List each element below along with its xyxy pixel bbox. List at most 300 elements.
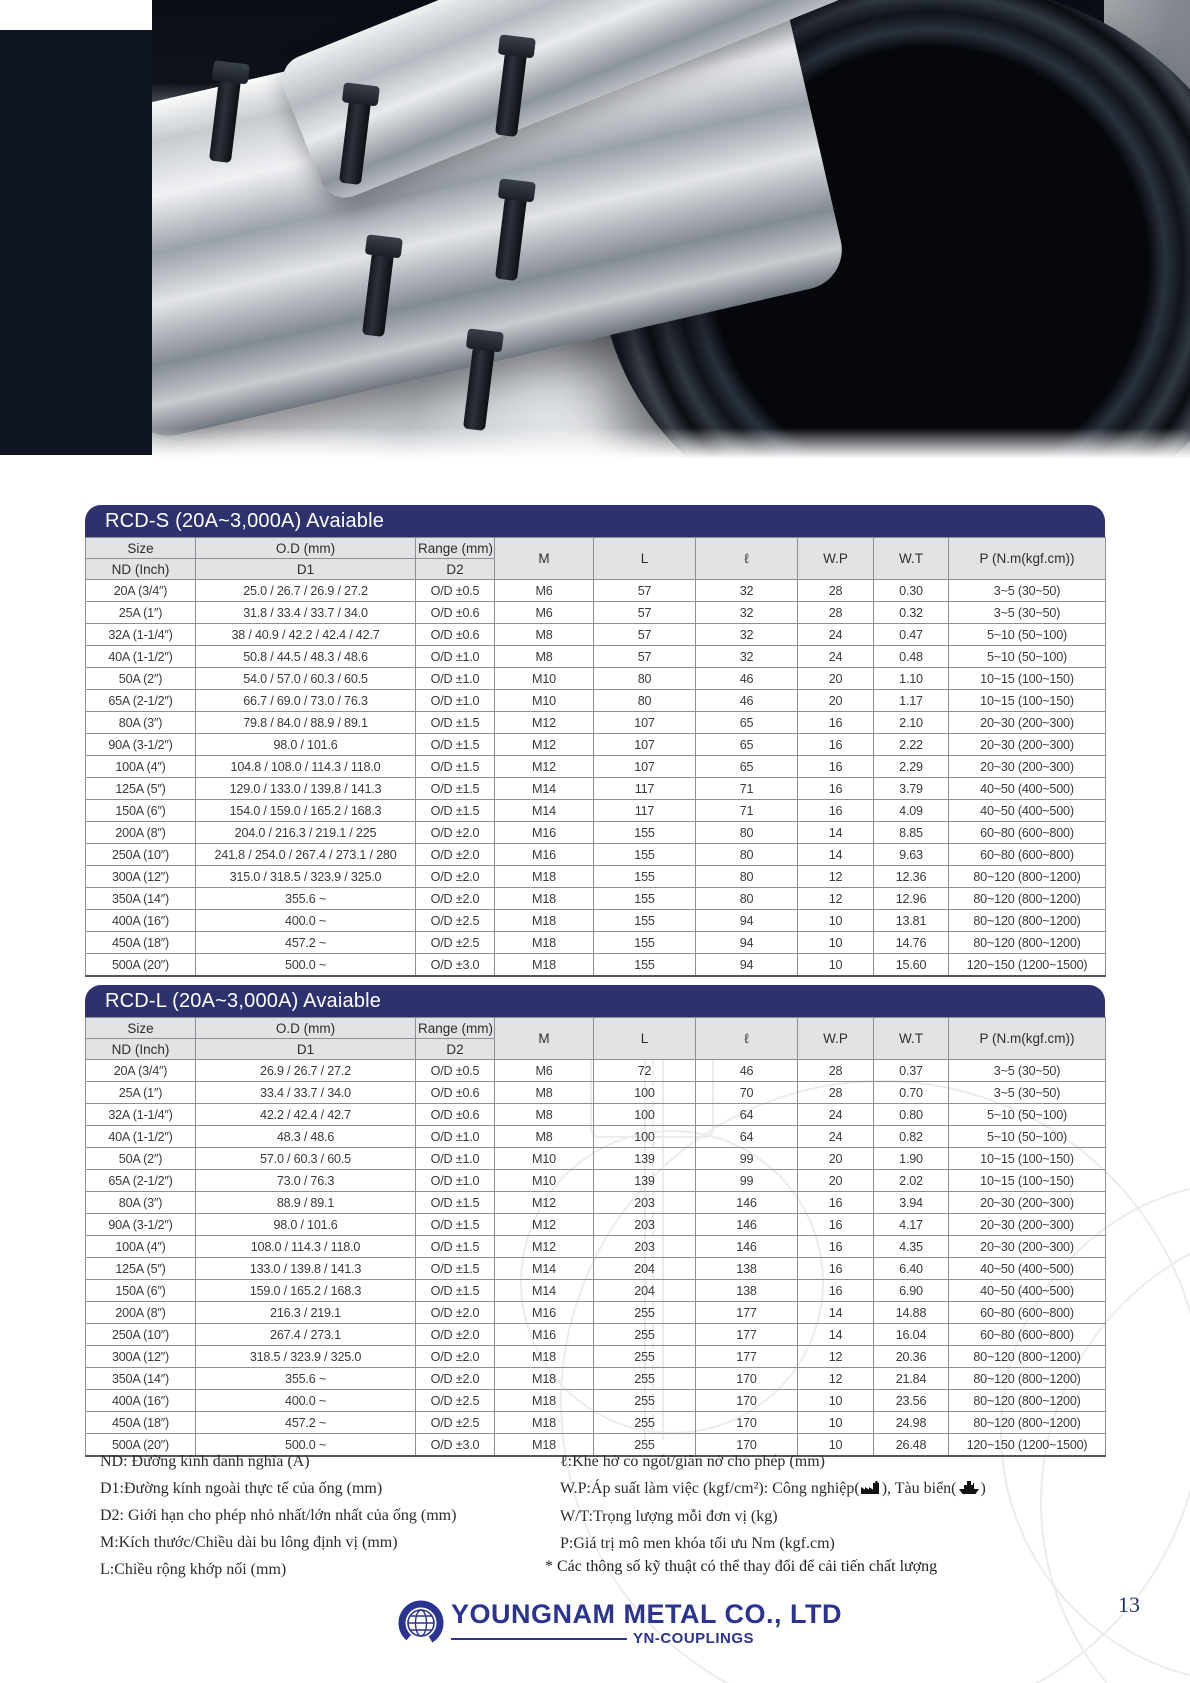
table-row <box>86 734 1106 756</box>
col-d1: D1 <box>196 559 416 580</box>
table-cell: 80~120 (800~1200) <box>949 866 1106 888</box>
table-cell: M16 <box>495 1324 594 1346</box>
col-l: L <box>594 538 696 580</box>
table-cell: O/D ±1.0 <box>416 646 495 668</box>
table-cell: 100 <box>594 1082 696 1104</box>
table-cell: 129.0 / 133.0 / 139.8 / 141.3 <box>196 778 416 800</box>
table-cell: 16 <box>798 712 874 734</box>
table-cell: 250A (10″) <box>86 1324 196 1346</box>
table-cell: 40A (1-1/2″) <box>86 1126 196 1148</box>
table-cell: 350A (14″) <box>86 888 196 910</box>
table-cell: 80A (3″) <box>86 1192 196 1214</box>
table-row <box>86 690 1106 712</box>
table-cell: 20A (3/4″) <box>86 1060 196 1082</box>
table-cell: 177 <box>696 1302 798 1324</box>
table-cell: 155 <box>594 866 696 888</box>
table-cell: 28 <box>798 1060 874 1082</box>
table-cell: 170 <box>696 1412 798 1434</box>
company-name: YOUNGNAM METAL CO., LTD <box>451 1599 842 1629</box>
company-logo <box>398 1600 842 1647</box>
table-cell: 20~30 (200~300) <box>949 1236 1106 1258</box>
table-cell: 138 <box>696 1258 798 1280</box>
table-cell: 100A (4″) <box>86 1236 196 1258</box>
table-cell: 57.0 / 60.3 / 60.5 <box>196 1148 416 1170</box>
table-row <box>86 1148 1106 1170</box>
table-cell: 80A (3″) <box>86 712 196 734</box>
table-cell: 31.8 / 33.4 / 33.7 / 34.0 <box>196 602 416 624</box>
table-cell: 155 <box>594 910 696 932</box>
table-cell: 99 <box>696 1148 798 1170</box>
col-d1: D1 <box>196 1039 416 1060</box>
table-cell: 10 <box>798 910 874 932</box>
table-cell: O/D ±0.5 <box>416 580 495 602</box>
table-cell: 20~30 (200~300) <box>949 734 1106 756</box>
table-cell: 32 <box>696 602 798 624</box>
table-cell: 40~50 (400~500) <box>949 778 1106 800</box>
footnote: M:Kích thước/Chiều dài bu lông định vị (mm) <box>100 1534 398 1551</box>
table-cell: 0.70 <box>874 1082 949 1104</box>
table-cell: 107 <box>594 734 696 756</box>
table-row <box>86 778 1106 800</box>
table-cell: 1.90 <box>874 1148 949 1170</box>
table-cell: 10 <box>798 954 874 977</box>
rcd-l-section <box>85 985 1105 1457</box>
table-row <box>86 888 1106 910</box>
table-cell: 400.0 ~ <box>196 910 416 932</box>
table-cell: O/D ±3.0 <box>416 1434 495 1457</box>
table-cell: 71 <box>696 800 798 822</box>
table-row <box>86 1214 1106 1236</box>
table-cell: 0.32 <box>874 602 949 624</box>
table-cell: O/D ±1.5 <box>416 778 495 800</box>
table-cell: 2.10 <box>874 712 949 734</box>
table-cell: 60~80 (600~800) <box>949 1302 1106 1324</box>
table-cell: M18 <box>495 910 594 932</box>
table-cell: 24 <box>798 624 874 646</box>
table-cell: 125A (5″) <box>86 1258 196 1280</box>
table-cell: 250A (10″) <box>86 844 196 866</box>
col-d2: D2 <box>416 559 495 580</box>
table-row <box>86 1390 1106 1412</box>
table-cell: 125A (5″) <box>86 778 196 800</box>
table-cell: 6.40 <box>874 1258 949 1280</box>
table-cell: M8 <box>495 1082 594 1104</box>
table-cell: O/D ±1.0 <box>416 668 495 690</box>
table-cell: 20 <box>798 1148 874 1170</box>
footnote: D2: Giới hạn cho phép nhỏ nhất/lớn nhất của ống (mm) <box>100 1507 457 1524</box>
table-cell: 25A (1″) <box>86 1082 196 1104</box>
rcd-l-title-bar: RCD-L (20A~3,000A) Avaiable <box>85 985 1105 1017</box>
table-cell: 13.81 <box>874 910 949 932</box>
table-cell: 12.96 <box>874 888 949 910</box>
table-cell: O/D ±2.5 <box>416 910 495 932</box>
table-cell: 139 <box>594 1170 696 1192</box>
table-cell: 203 <box>594 1192 696 1214</box>
table-cell: 5~10 (50~100) <box>949 1126 1106 1148</box>
table-cell: O/D ±1.5 <box>416 756 495 778</box>
table-row <box>86 756 1106 778</box>
table-row <box>86 580 1106 602</box>
table-cell: 25A (1″) <box>86 602 196 624</box>
table-cell: 5~10 (50~100) <box>949 624 1106 646</box>
table-cell: 0.47 <box>874 624 949 646</box>
table-cell: 80 <box>696 844 798 866</box>
table-cell: 100 <box>594 1126 696 1148</box>
table-cell: 400A (16″) <box>86 910 196 932</box>
table-row <box>86 624 1106 646</box>
table-cell: 65 <box>696 734 798 756</box>
table-cell: 26.48 <box>874 1434 949 1457</box>
table-cell: 16 <box>798 1236 874 1258</box>
table-cell: M18 <box>495 1390 594 1412</box>
table-cell: 2.02 <box>874 1170 949 1192</box>
table-row <box>86 822 1106 844</box>
table-cell: 12 <box>798 1346 874 1368</box>
table-row <box>86 1236 1106 1258</box>
table-cell: 80~120 (800~1200) <box>949 1390 1106 1412</box>
table-cell: 70 <box>696 1082 798 1104</box>
table-cell: 2.29 <box>874 756 949 778</box>
footnote: ℓ:Khe hở co ngót/giãn nở cho phép (mm) <box>560 1453 825 1470</box>
table-cell: M12 <box>495 1192 594 1214</box>
table-cell: 28 <box>798 580 874 602</box>
table-cell: 50.8 / 44.5 / 48.3 / 48.6 <box>196 646 416 668</box>
factory-icon <box>861 1476 881 1503</box>
table-cell: 200A (8″) <box>86 822 196 844</box>
table-cell: 107 <box>594 756 696 778</box>
table-cell: M16 <box>495 844 594 866</box>
footnote: D1:Đường kính ngoài thực tế của ống (mm) <box>100 1480 383 1497</box>
table-cell: 10 <box>798 1412 874 1434</box>
table-cell: 99 <box>696 1170 798 1192</box>
table-cell: 146 <box>696 1192 798 1214</box>
table-cell: O/D ±1.0 <box>416 1170 495 1192</box>
table-cell: 300A (12″) <box>86 866 196 888</box>
table-cell: 60~80 (600~800) <box>949 844 1106 866</box>
table-cell: 203 <box>594 1236 696 1258</box>
table-cell: 10 <box>798 932 874 954</box>
table-cell: 255 <box>594 1324 696 1346</box>
table-cell: 100A (4″) <box>86 756 196 778</box>
table-cell: 32 <box>696 580 798 602</box>
table-cell: 46 <box>696 690 798 712</box>
table-row <box>86 932 1106 954</box>
table-row <box>86 668 1106 690</box>
table-cell: 9.63 <box>874 844 949 866</box>
table-cell: 255 <box>594 1434 696 1457</box>
table-cell: 20~30 (200~300) <box>949 712 1106 734</box>
table-cell: 8.85 <box>874 822 949 844</box>
footnote: W/T:Trọng lượng mỗi đơn vị (kg) <box>560 1508 778 1525</box>
table-cell: 154.0 / 159.0 / 165.2 / 168.3 <box>196 800 416 822</box>
table-cell: M14 <box>495 1258 594 1280</box>
table-cell: O/D ±1.5 <box>416 1258 495 1280</box>
table-cell: O/D ±1.5 <box>416 800 495 822</box>
table-cell: 400A (16″) <box>86 1390 196 1412</box>
table-cell: 21.84 <box>874 1368 949 1390</box>
table-cell: 94 <box>696 954 798 977</box>
table-cell: M12 <box>495 1214 594 1236</box>
globe-logo-icon <box>398 1600 444 1646</box>
footnote-text: W.P:Áp suất làm việc (kgf/cm²): Công nghiệp( <box>560 1480 860 1497</box>
table-row <box>86 800 1106 822</box>
table-cell: 20A (3/4″) <box>86 580 196 602</box>
table-cell: 267.4 / 273.1 <box>196 1324 416 1346</box>
table-cell: 20~30 (200~300) <box>949 1192 1106 1214</box>
table-cell: 65 <box>696 712 798 734</box>
table-row <box>86 844 1106 866</box>
table-cell: O/D ±2.0 <box>416 888 495 910</box>
table-cell: 28 <box>798 1082 874 1104</box>
table-cell: M6 <box>495 1060 594 1082</box>
table-cell: O/D ±1.0 <box>416 1126 495 1148</box>
table-cell: M18 <box>495 888 594 910</box>
table-cell: M16 <box>495 1302 594 1324</box>
table-cell: 255 <box>594 1390 696 1412</box>
table-cell: O/D ±1.5 <box>416 1236 495 1258</box>
table-cell: 14 <box>798 844 874 866</box>
table-row <box>86 712 1106 734</box>
table-cell: 42.2 / 42.4 / 42.7 <box>196 1104 416 1126</box>
table-cell: O/D ±1.5 <box>416 1214 495 1236</box>
table-cell: M8 <box>495 624 594 646</box>
table-cell: 170 <box>696 1390 798 1412</box>
table-cell: 155 <box>594 932 696 954</box>
footnotes-right <box>560 1448 986 1557</box>
table-cell: 16 <box>798 756 874 778</box>
table-cell: 80 <box>696 888 798 910</box>
table-cell: O/D ±2.0 <box>416 1368 495 1390</box>
table-cell: 60~80 (600~800) <box>949 822 1106 844</box>
table-cell: 57 <box>594 646 696 668</box>
table-cell: 16 <box>798 800 874 822</box>
table-cell: M16 <box>495 822 594 844</box>
table-cell: 66.7 / 69.0 / 73.0 / 76.3 <box>196 690 416 712</box>
table-cell: 4.17 <box>874 1214 949 1236</box>
table-cell: 80 <box>594 690 696 712</box>
table-cell: 155 <box>594 822 696 844</box>
table-cell: M14 <box>495 800 594 822</box>
table-row <box>86 602 1106 624</box>
page-number: 13 <box>1118 1592 1140 1617</box>
table-cell: 65A (2-1/2″) <box>86 1170 196 1192</box>
table-cell: 450A (18″) <box>86 1412 196 1434</box>
spec-tables <box>85 505 1105 1457</box>
table-cell: 26.9 / 26.7 / 27.2 <box>196 1060 416 1082</box>
table-row <box>86 1324 1106 1346</box>
table-cell: 48.3 / 48.6 <box>196 1126 416 1148</box>
table-cell: 10 <box>798 1390 874 1412</box>
table-cell: 318.5 / 323.9 / 325.0 <box>196 1346 416 1368</box>
table-cell: 71 <box>696 778 798 800</box>
table-cell: 10~15 (100~150) <box>949 1170 1106 1192</box>
table-cell: 80~120 (800~1200) <box>949 888 1106 910</box>
table-cell: M14 <box>495 778 594 800</box>
table-cell: O/D ±0.5 <box>416 1060 495 1082</box>
table-cell: 155 <box>594 888 696 910</box>
col-range: Range (mm) <box>416 538 495 559</box>
table-cell: M10 <box>495 1170 594 1192</box>
table-cell: 146 <box>696 1214 798 1236</box>
table-cell: 57 <box>594 580 696 602</box>
rcd-s-title-bar: RCD-S (20A~3,000A) Avaiable <box>85 505 1105 537</box>
table-cell: 80 <box>594 668 696 690</box>
table-cell: 355.6 ~ <box>196 1368 416 1390</box>
table-cell: 500.0 ~ <box>196 954 416 977</box>
table-cell: 16 <box>798 734 874 756</box>
table-row <box>86 866 1106 888</box>
table-cell: 40~50 (400~500) <box>949 1258 1106 1280</box>
table-cell: 104.8 / 108.0 / 114.3 / 118.0 <box>196 756 416 778</box>
table-cell: 204 <box>594 1258 696 1280</box>
table-cell: O/D ±1.0 <box>416 1148 495 1170</box>
col-wt: W.T <box>874 538 949 580</box>
table-cell: 14.88 <box>874 1302 949 1324</box>
table-row <box>86 1280 1106 1302</box>
table-cell: 150A (6″) <box>86 1280 196 1302</box>
table-cell: 1.10 <box>874 668 949 690</box>
table-cell: 3~5 (30~50) <box>949 1082 1106 1104</box>
table-row <box>86 1412 1106 1434</box>
table-cell: 28 <box>798 602 874 624</box>
brand-name: YN-COUPLINGS <box>633 1630 755 1647</box>
col-ell: ℓ <box>696 1018 798 1060</box>
table-cell: 146 <box>696 1236 798 1258</box>
table-cell: 14 <box>798 1302 874 1324</box>
table-cell: 24 <box>798 1126 874 1148</box>
table-cell: 14.76 <box>874 932 949 954</box>
table-row <box>86 1192 1106 1214</box>
table-cell: 10~15 (100~150) <box>949 1148 1106 1170</box>
table-cell: 16 <box>798 1258 874 1280</box>
table-cell: 3.79 <box>874 778 949 800</box>
table-cell: 255 <box>594 1368 696 1390</box>
table-cell: 0.30 <box>874 580 949 602</box>
disclaimer-note: * Các thông số kỹ thuật có thể thay đổi để cải tiến chất lượng <box>545 1558 938 1575</box>
col-m: M <box>495 1018 594 1060</box>
table-cell: O/D ±1.5 <box>416 734 495 756</box>
table-cell: 94 <box>696 910 798 932</box>
table-cell: 20.36 <box>874 1346 949 1368</box>
table-cell: 117 <box>594 778 696 800</box>
table-cell: 12 <box>798 866 874 888</box>
table-cell: 2.22 <box>874 734 949 756</box>
table-cell: 0.48 <box>874 646 949 668</box>
table-cell: 5~10 (50~100) <box>949 1104 1106 1126</box>
table-cell: 79.8 / 84.0 / 88.9 / 89.1 <box>196 712 416 734</box>
table-cell: 57 <box>594 624 696 646</box>
table-cell: 98.0 / 101.6 <box>196 1214 416 1236</box>
table-cell: O/D ±2.0 <box>416 844 495 866</box>
table-cell: 90A (3-1/2″) <box>86 734 196 756</box>
table-cell: 170 <box>696 1434 798 1457</box>
table-cell: O/D ±0.6 <box>416 1082 495 1104</box>
table-cell: 80~120 (800~1200) <box>949 1368 1106 1390</box>
col-nd: ND (Inch) <box>86 559 196 580</box>
table-cell: 60~80 (600~800) <box>949 1324 1106 1346</box>
table-row <box>86 1302 1106 1324</box>
table-cell: O/D ±2.0 <box>416 1302 495 1324</box>
table-cell: 15.60 <box>874 954 949 977</box>
table-cell: 3.94 <box>874 1192 949 1214</box>
table-cell: O/D ±2.0 <box>416 1346 495 1368</box>
table-cell: O/D ±2.0 <box>416 866 495 888</box>
table-cell: 90A (3-1/2″) <box>86 1214 196 1236</box>
table-cell: 14 <box>798 1324 874 1346</box>
rcd-l-table <box>85 1017 1106 1457</box>
table-cell: 3~5 (30~50) <box>949 580 1106 602</box>
table-cell: 255 <box>594 1346 696 1368</box>
table-cell: M8 <box>495 1104 594 1126</box>
table-row <box>86 646 1106 668</box>
table-cell: M8 <box>495 1126 594 1148</box>
table-row <box>86 1258 1106 1280</box>
table-row <box>86 910 1106 932</box>
table-cell: O/D ±0.6 <box>416 602 495 624</box>
table-cell: 20~30 (200~300) <box>949 756 1106 778</box>
table-cell: 80~120 (800~1200) <box>949 1412 1106 1434</box>
table-cell: 0.37 <box>874 1060 949 1082</box>
table-cell: 159.0 / 165.2 / 168.3 <box>196 1280 416 1302</box>
table-cell: 32 <box>696 646 798 668</box>
table-cell: M12 <box>495 1236 594 1258</box>
table-cell: 120~150 (1200~1500) <box>949 1434 1106 1457</box>
table-cell: 32 <box>696 624 798 646</box>
table-cell: M12 <box>495 756 594 778</box>
table-cell: 216.3 / 219.1 <box>196 1302 416 1324</box>
table-cell: 300A (12″) <box>86 1346 196 1368</box>
table-cell: 3~5 (30~50) <box>949 602 1106 624</box>
col-p: P (N.m(kgf.cm)) <box>949 538 1106 580</box>
rcd-s-table <box>85 537 1106 977</box>
table-cell: 65A (2-1/2″) <box>86 690 196 712</box>
col-od: O.D (mm) <box>196 1018 416 1039</box>
table-cell: 500.0 ~ <box>196 1434 416 1457</box>
footnotes-left <box>100 1448 456 1583</box>
table-cell: M12 <box>495 712 594 734</box>
table-cell: M8 <box>495 646 594 668</box>
table-cell: 72 <box>594 1060 696 1082</box>
table-cell: 4.35 <box>874 1236 949 1258</box>
table-cell: 40~50 (400~500) <box>949 1280 1106 1302</box>
col-ell: ℓ <box>696 538 798 580</box>
table-cell: 33.4 / 33.7 / 34.0 <box>196 1082 416 1104</box>
table-cell: 64 <box>696 1126 798 1148</box>
col-wp: W.P <box>798 538 874 580</box>
table-cell: 203 <box>594 1214 696 1236</box>
ship-icon <box>958 1476 980 1503</box>
footnote-text: ), Tàu biển( <box>881 1480 957 1497</box>
table-cell: 177 <box>696 1346 798 1368</box>
col-wp: W.P <box>798 1018 874 1060</box>
table-cell: O/D ±1.0 <box>416 690 495 712</box>
table-cell: O/D ±0.6 <box>416 1104 495 1126</box>
col-d2: D2 <box>416 1039 495 1060</box>
table-cell: 355.6 ~ <box>196 888 416 910</box>
product-photo <box>0 0 1190 465</box>
col-m: M <box>495 538 594 580</box>
table-cell: 98.0 / 101.6 <box>196 734 416 756</box>
table-cell: 107 <box>594 712 696 734</box>
table-cell: 40A (1-1/2″) <box>86 646 196 668</box>
table-cell: 57 <box>594 602 696 624</box>
rcd-s-section <box>85 505 1105 977</box>
table-cell: 50A (2″) <box>86 1148 196 1170</box>
table-cell: 450A (18″) <box>86 932 196 954</box>
table-cell: 54.0 / 57.0 / 60.3 / 60.5 <box>196 668 416 690</box>
table-cell: M18 <box>495 866 594 888</box>
table-cell: 500A (20″) <box>86 954 196 977</box>
